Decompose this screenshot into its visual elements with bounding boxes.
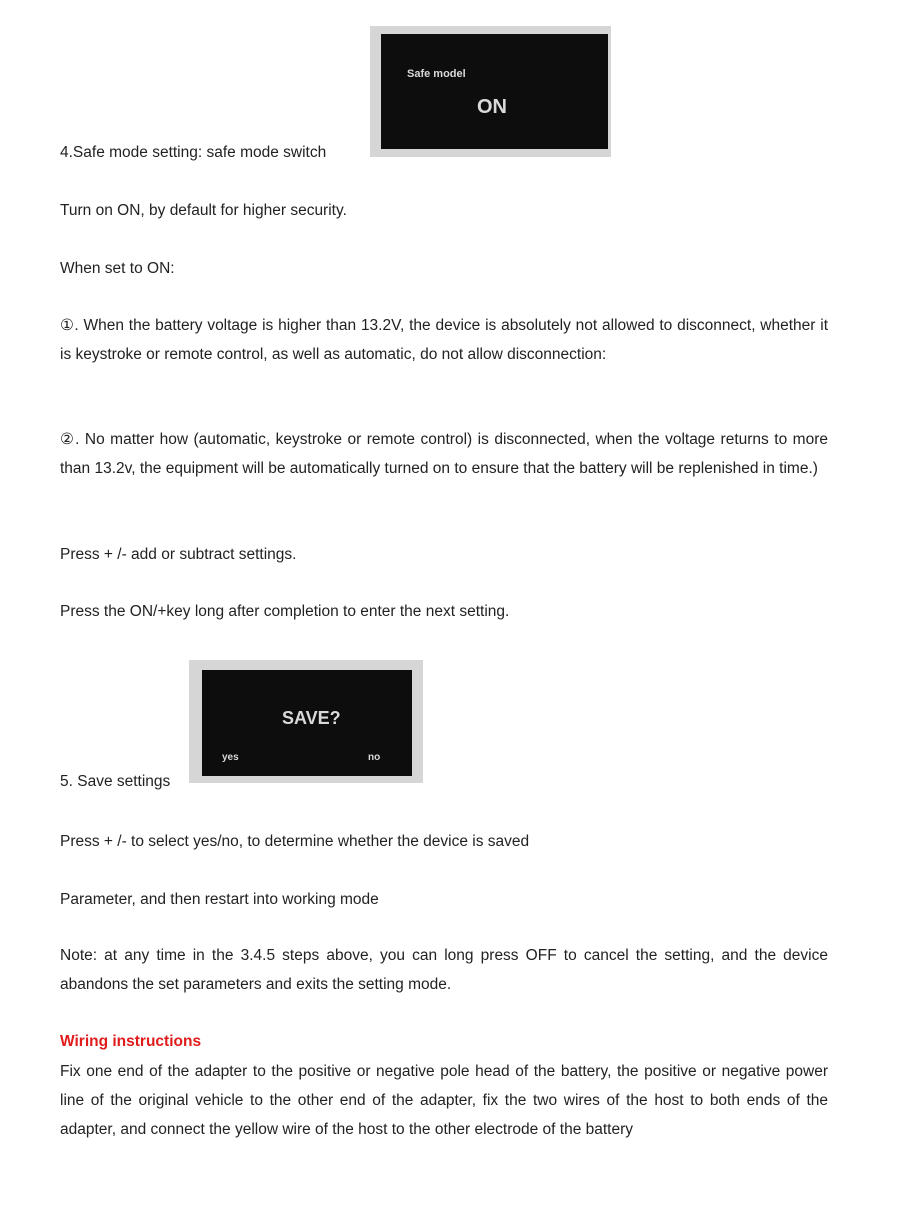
wiring-title: Wiring instructions <box>60 1033 202 1050</box>
save-heading: 5. Save settings <box>60 773 171 790</box>
save-note: Note: at any time in the 3.4.5 steps above, you can long press OFF to cancel the setting, and the device abandons the set parameters and exits the setting mode. <box>60 947 828 993</box>
save-parameter-text: Parameter, and then restart into working mode <box>60 891 379 908</box>
save-lcd-screen <box>202 670 412 776</box>
safe-mode-lcd-screen <box>381 34 608 149</box>
save-lcd-title: SAVE? <box>282 708 341 728</box>
safe-mode-lcd-value: ON <box>477 96 507 118</box>
wiring-body: Fix one end of the adapter to the positive or negative pole head of the battery, the positive or negative power line of the original vehicle to the other end of the adapter, fix the two wires of the host to both ends of the adapter, and connect the yellow wire of the host to the other electrode of the battery <box>60 1063 828 1138</box>
safe-mode-default-text: Turn on ON, by default for higher security. <box>60 202 347 219</box>
safe-mode-point-1: ①. When the battery voltage is higher than 13.2V, the device is absolutely not allowed to disconnect, whether it is keystroke or remote control, as well as automatic, do not allow disconnection: <box>60 317 828 363</box>
safe-mode-when-on: When set to ON: <box>60 260 175 277</box>
safe-mode-lcd-label: Safe model <box>407 68 466 80</box>
save-lcd-yes: yes <box>222 752 239 763</box>
safe-mode-point-2: ②. No matter how (automatic, keystroke or remote control) is disconnected, when the voltage returns to more than 13.2v, the equipment will be automatically turned on to ensure that the battery will be replenished in time.) <box>60 431 828 477</box>
save-lcd-no: no <box>368 752 381 763</box>
safe-mode-heading: 4.Safe mode setting: safe mode switch <box>60 144 327 161</box>
safe-mode-press-adjust: Press + /- add or subtract settings. <box>60 546 297 563</box>
safe-mode-press-next: Press the ON/+key long after completion to enter the next setting. <box>60 603 510 620</box>
save-select-text: Press + /- to select yes/no, to determine whether the device is saved <box>60 833 530 850</box>
save-display-image <box>189 660 423 783</box>
